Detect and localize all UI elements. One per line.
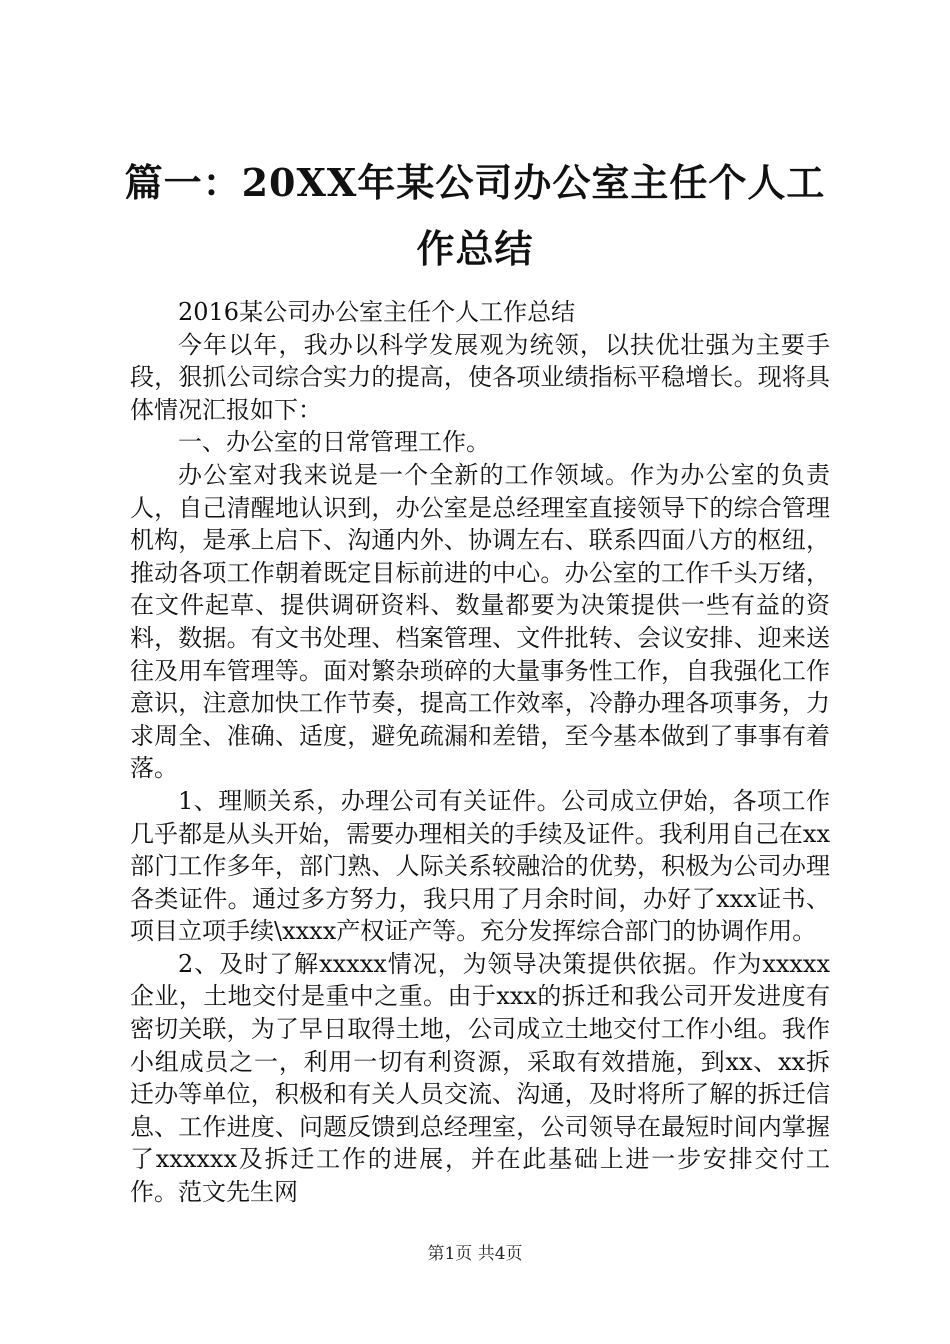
paragraph-subtitle: 2016某公司办公室主任个人工作总结: [178, 298, 576, 326]
paragraph-item-1: 1、理顺关系，办理公司有关证件。公司成立伊始，各项工作几乎都是从头开始，需要办理相关的手续及证件。我利用自己在xx部门工作多年，部门熟、人际关系较融洽的优势，积极为公司办理各类证件。通过多方努力，我只用了月余时间，办好了xxx证书、项目立项手续\xxxx产权证产等。充分发挥综合部门的协调作用。: [130, 786, 830, 946]
paragraph-item-2: 2、及时了解xxxxx情况，为领导决策提供依据。作为xxxxx企业，土地交付是重中之重。由于xxx的拆迁和我公司开发进度有密切关联，为了早日取得土地，公司成立土地交付工作小组。我作小组成员之一，利用一切有利资源，采取有效措施，到xx、xx拆迁办等单位，积极和有关人员交流、沟通，及时将所了解的拆迁信息、工作进度、问题反馈到总经理室，公司领导在最短时间内掌握了xxxxxx及拆迁工作的进展，并在此基础上进一步安排交付工作。范文先生网: [130, 949, 830, 1207]
document-title: 篇一：20XX年某公司办公室主任个人工作总结: [124, 160, 826, 271]
paragraph-intro: 今年以年，我办以科学发展观为统领，以扶优壮强为主要手段，狠抓公司综合实力的提高，使各项业绩指标平稳增长。现将具体情况汇报如下：: [130, 330, 830, 424]
section-heading: 一、办公室的日常管理工作。: [178, 428, 490, 457]
page-footer: 第1页 共4页: [427, 1244, 523, 1264]
paragraph-office-duties: 办公室对我来说是一个全新的工作领域。作为办公室的负责人，自己清醒地认识到，办公室是总经理室直接领导下的综合管理机构，是承上启下、沟通内外、协调左右、联系四面八方的枢纽，推动各项工作朝着既定目标前进的中心。办公室的工作千头万绪，在文件起草、提供调研资料、数量都要为决策提供一些有益的资料，数据。有文书处理、档案管理、文件批转、会议安排、迎来送往及用车管理等。面对繁杂琐碎的大量事务性工作，自我强化工作意识，注意加快工作节奏，提高工作效率，冷静办理各项事务，力求周全、准确、适度，避免疏漏和差错，至今基本做到了事事有着落。: [130, 460, 830, 783]
document-body: [130, 296, 830, 1209]
